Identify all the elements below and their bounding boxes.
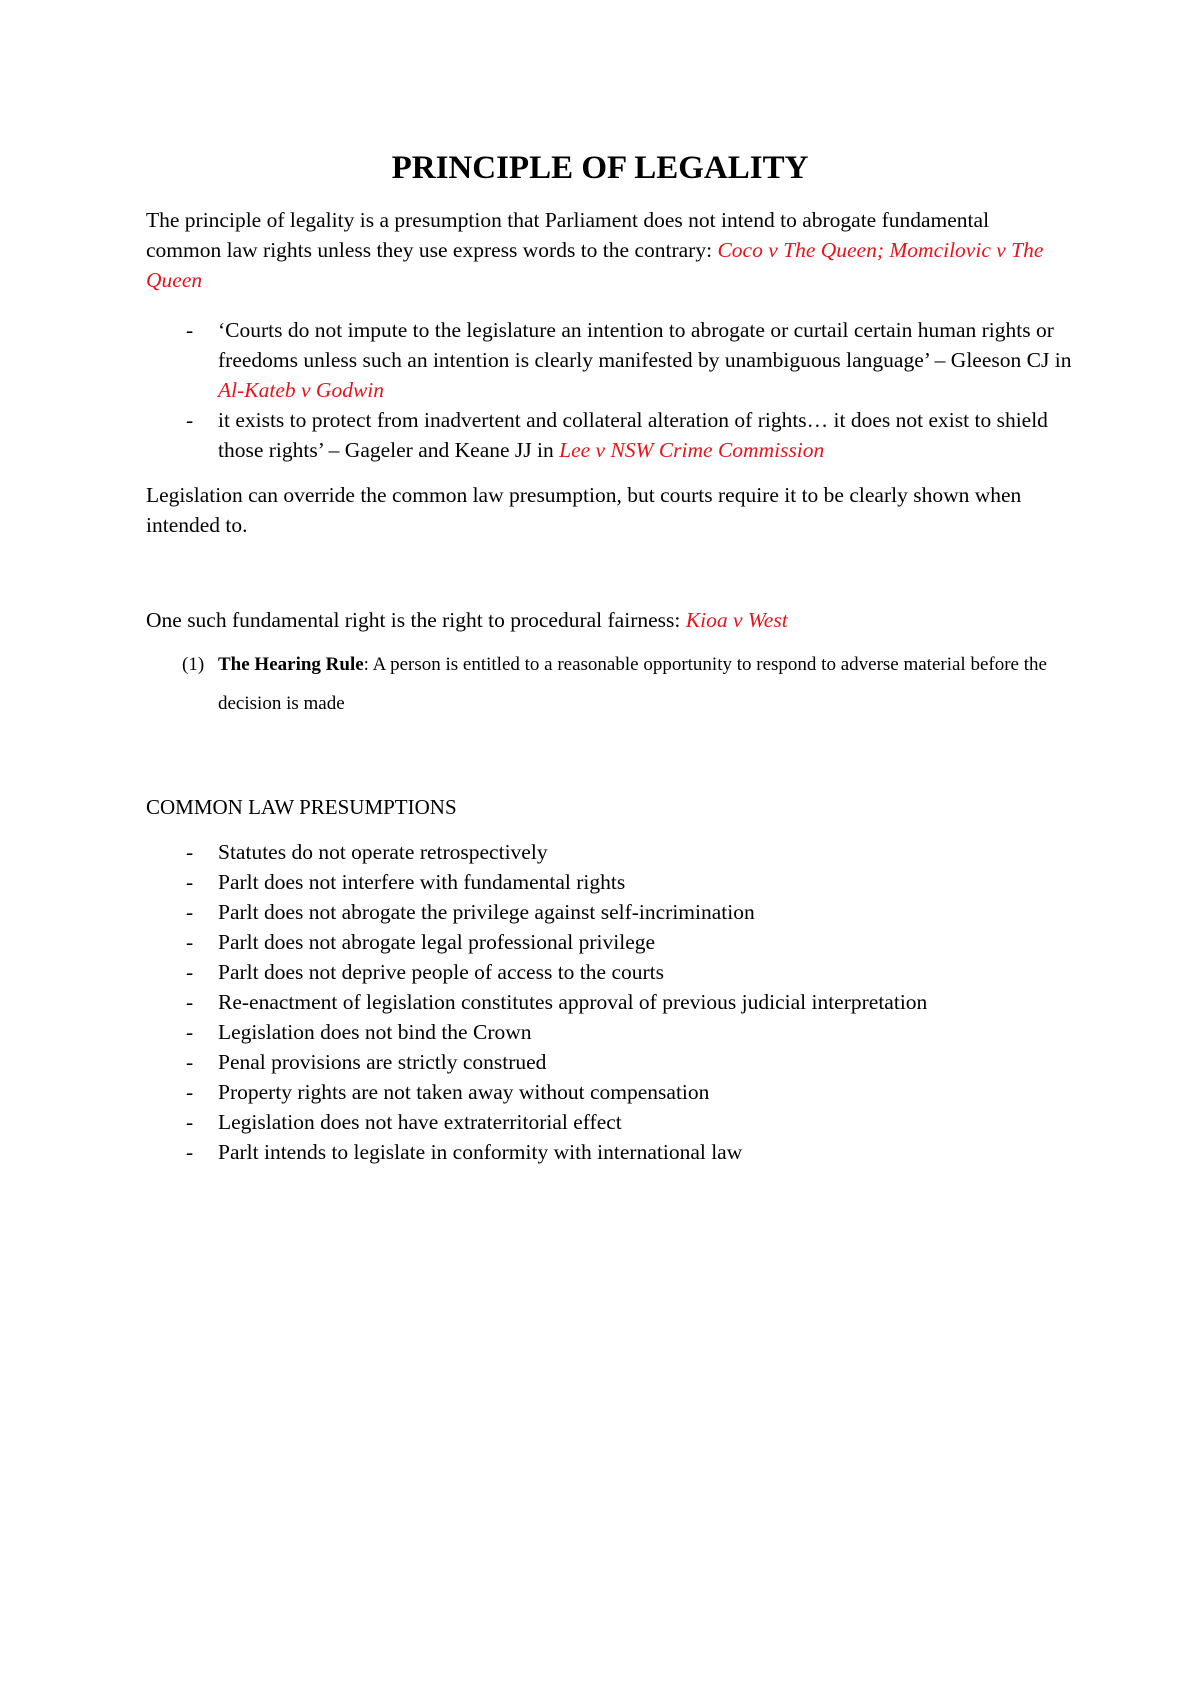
dash-bullet: -	[186, 1050, 194, 1074]
hearing-rule-label: The Hearing Rule	[218, 654, 364, 675]
list-item	[146, 837, 1076, 867]
list-item	[146, 1107, 1076, 1137]
list-item	[146, 1137, 1076, 1167]
presumption-text: Re-enactment of legislation constitutes approval of previous judicial interpretation	[218, 990, 928, 1014]
dash-bullet: -	[186, 960, 194, 984]
presumption-text: Parlt does not interfere with fundamental rights	[218, 870, 626, 894]
intro-paragraph	[146, 205, 1066, 295]
dash-bullet: -	[186, 1020, 194, 1044]
list-item	[146, 987, 1076, 1017]
dash-bullet: -	[186, 1140, 194, 1164]
quote-list	[146, 315, 1076, 465]
fairness-text: One such fundamental right is the right to procedural fairness:	[146, 608, 686, 632]
hearing-rule-text: : A person is entitled to a reasonable opportunity to respond to adverse material before the decision is made	[218, 654, 1047, 714]
dash-bullet: -	[186, 1080, 194, 1104]
page-title: PRINCIPLE OF LEGALITY	[391, 150, 809, 186]
dash-bullet: -	[186, 1110, 194, 1134]
fairness-paragraph	[146, 605, 1066, 635]
quote-text: it exists to protect from inadvertent and collateral alteration of rights… it does not exist to shield those rights’ – Gageler and Keane JJ in	[218, 408, 1048, 462]
dash-bullet: -	[186, 900, 194, 924]
case-citation: Al-Kateb v Godwin	[218, 378, 385, 402]
presumption-text: Parlt intends to legislate in conformity with international law	[218, 1140, 743, 1164]
list-item	[146, 957, 1076, 987]
list-item	[146, 867, 1076, 897]
list-item	[146, 927, 1076, 957]
presumptions-list	[146, 837, 1076, 1167]
list-item	[146, 897, 1076, 927]
dash-bullet: -	[186, 990, 194, 1014]
item-number: (1)	[182, 654, 205, 675]
override-paragraph: Legislation can override the common law presumption, but courts require it to be clearly shown when intended to.	[146, 483, 1022, 537]
case-citation: Coco v The Queen; Momcilovic v The Queen	[146, 238, 1044, 292]
presumption-text: Statutes do not operate retrospectively	[218, 840, 548, 864]
dash-bullet: -	[186, 408, 194, 432]
dash-bullet: -	[186, 870, 194, 894]
case-citation: Lee v NSW Crime Commission	[559, 438, 825, 462]
list-item	[146, 1047, 1076, 1077]
presumption-text: Legislation does not have extraterritorial effect	[218, 1110, 622, 1134]
list-item	[146, 405, 1076, 465]
hearing-rule-item	[146, 645, 1086, 723]
dash-bullet: -	[186, 840, 194, 864]
quote-text: ‘Courts do not impute to the legislature an intention to abrogate or curtail certain human rights or freedoms unless such an intention is clearly manifested by unambiguous language’ – Gleeson CJ in	[218, 318, 1072, 372]
presumption-text: Parlt does not deprive people of access to the courts	[218, 960, 664, 984]
list-item	[146, 315, 1076, 405]
case-citation: Kioa v West	[685, 608, 788, 632]
list-item	[146, 1017, 1076, 1047]
presumption-text: Parlt does not abrogate the privilege against self-incrimination	[218, 900, 755, 924]
presumption-text: Parlt does not abrogate legal professional privilege	[218, 930, 656, 954]
dash-bullet: -	[186, 318, 194, 342]
dash-bullet: -	[186, 930, 194, 954]
presumption-text: Penal provisions are strictly construed	[218, 1050, 547, 1074]
list-item	[146, 1077, 1076, 1107]
presumption-text: Legislation does not bind the Crown	[218, 1020, 532, 1044]
section-heading: COMMON LAW PRESUMPTIONS	[146, 795, 457, 819]
intro-text: The principle of legality is a presumption that Parliament does not intend to abrogate fundamental common law rights unless they use express words to the contrary:	[146, 208, 990, 262]
presumption-text: Property rights are not taken away without compensation	[218, 1080, 710, 1104]
